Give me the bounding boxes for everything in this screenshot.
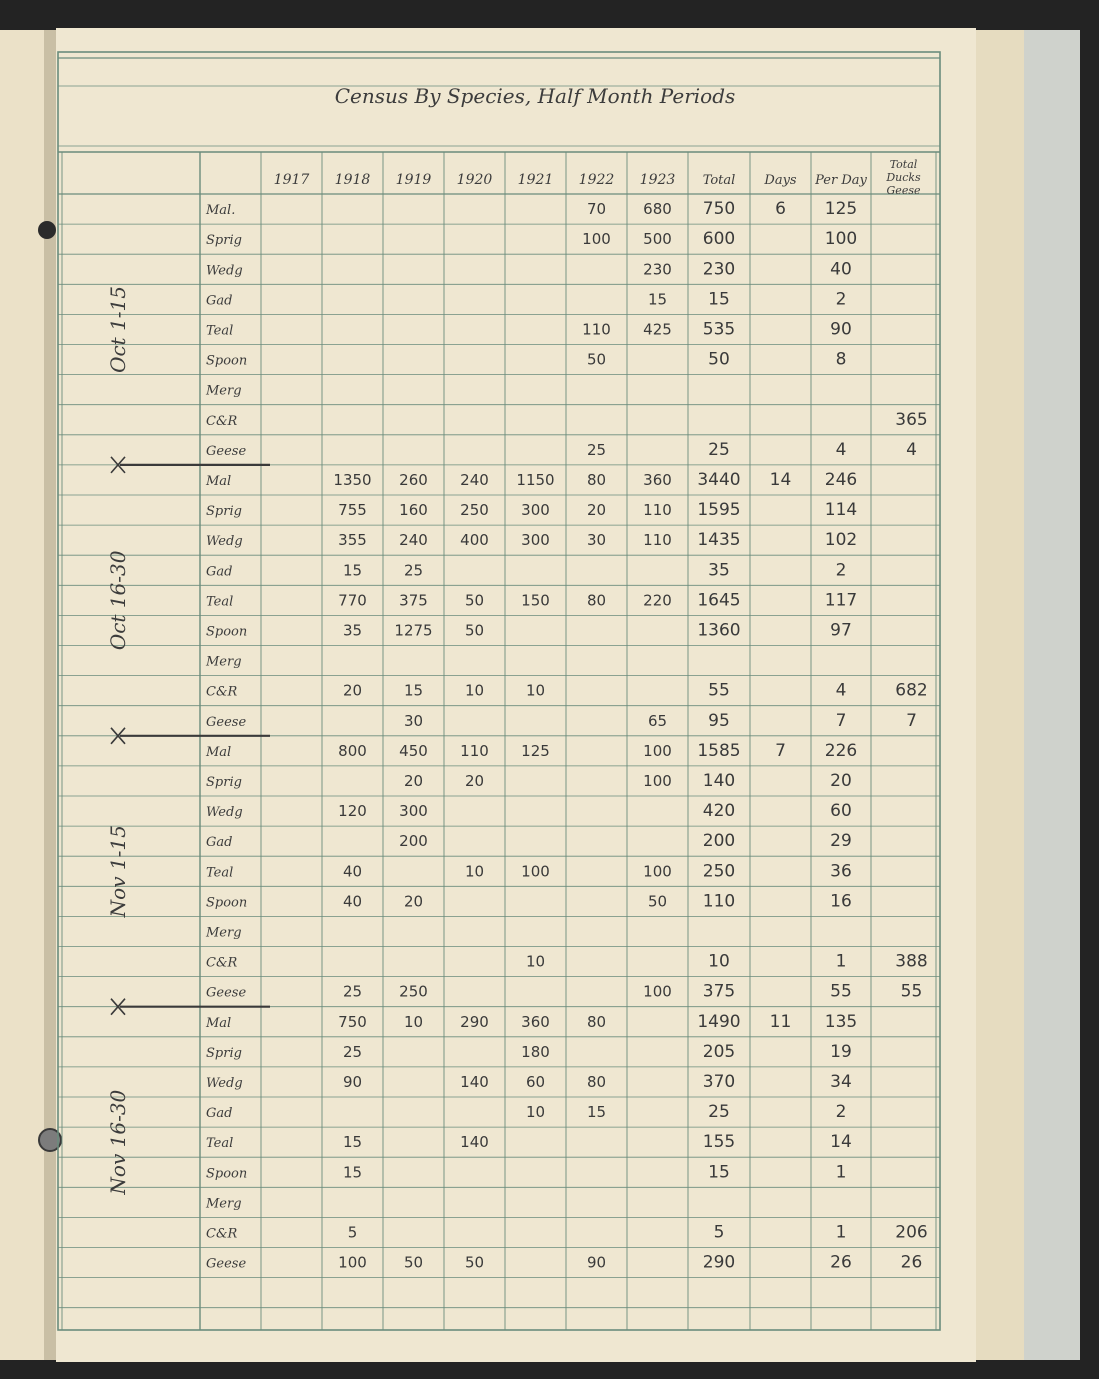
table-cell-value: 65 — [647, 711, 668, 730]
column-header: Total — [889, 158, 918, 171]
table-cell-value: 15 — [586, 1103, 607, 1122]
table-cell-value: 250 — [702, 861, 736, 882]
column-header: 1923 — [639, 172, 676, 188]
table-cell-value: 90 — [586, 1253, 607, 1272]
table-cell-value: 1275 — [394, 621, 433, 640]
page-stack-edge — [1020, 30, 1080, 1360]
table-cell-value: 1 — [835, 1222, 847, 1243]
table-cell-value: 750 — [702, 199, 736, 220]
table-cell-value: 1435 — [697, 530, 741, 551]
table-cell-value: 8 — [835, 349, 847, 370]
table-cell-value: 240 — [399, 531, 428, 550]
table-cell-value: 300 — [521, 501, 550, 520]
table-cell-value: 80 — [586, 591, 607, 610]
species-label: Geese — [206, 1256, 247, 1272]
species-label: Wedg — [206, 263, 243, 279]
table-cell-value: 1350 — [333, 470, 372, 489]
table-cell-value: 100 — [824, 229, 858, 250]
table-cell-value: 26 — [900, 1252, 923, 1273]
table-cell-value: 250 — [460, 501, 489, 520]
table-cell-value: 370 — [702, 1071, 736, 1092]
species-label: Gad — [206, 564, 233, 580]
page-stack-inner — [968, 30, 1024, 1360]
species-label: Wedg — [206, 534, 243, 550]
table-cell-value: 425 — [643, 320, 672, 339]
table-cell-value: 200 — [399, 832, 428, 851]
period-label: Nov 16-30 — [106, 1089, 130, 1195]
table-cell-value: 30 — [403, 711, 424, 730]
table-cell-value: 6 — [775, 199, 786, 220]
table-cell-value: 70 — [586, 200, 607, 219]
table-cell-value: 5 — [347, 1223, 358, 1242]
table-cell-value: 1585 — [697, 740, 741, 761]
table-cell-value: 800 — [338, 741, 367, 760]
table-cell-value: 90 — [830, 319, 852, 340]
table-cell-value: 15 — [708, 1162, 730, 1183]
table-cell-value: 25 — [708, 439, 730, 460]
table-cell-value: 100 — [643, 862, 672, 881]
table-cell-value: 230 — [702, 259, 736, 280]
table-cell-value: 120 — [338, 802, 367, 821]
species-label: Geese — [206, 714, 247, 730]
table-cell-value: 11 — [769, 1011, 792, 1032]
column-header: 1922 — [578, 172, 615, 188]
species-label: Merg — [206, 654, 242, 670]
species-label: Teal — [206, 323, 234, 339]
species-label: Merg — [206, 383, 242, 399]
species-label: Teal — [206, 594, 234, 610]
table-cell-value: 4 — [906, 439, 917, 460]
table-cell-value: 240 — [460, 470, 489, 489]
table-cell-value: 1150 — [516, 470, 555, 489]
table-cell-value: 7 — [775, 740, 786, 761]
table-cell-value: 20 — [586, 501, 607, 520]
table-cell-value: 100 — [582, 230, 611, 249]
table-cell-value: 110 — [460, 741, 489, 760]
table-cell-value: 10 — [708, 951, 730, 972]
table-cell-value: 102 — [824, 530, 858, 551]
table-cell-value: 300 — [399, 802, 428, 821]
page-title: Census By Species, Half Month Periods — [334, 84, 736, 108]
table-cell-value: 7 — [835, 710, 847, 731]
table-cell-value: 20 — [464, 771, 485, 790]
table-cell-value: 15 — [403, 681, 424, 700]
table-cell-value: 100 — [338, 1253, 367, 1272]
table-cell-value: 30 — [586, 531, 607, 550]
table-cell-value: 25 — [403, 561, 424, 580]
table-cell-value: 95 — [708, 710, 730, 731]
table-cell-value: 16 — [830, 891, 852, 912]
period-label: Oct 16-30 — [106, 550, 130, 651]
table-cell-value: 682 — [895, 680, 928, 701]
table-cell-value: 755 — [338, 501, 367, 520]
table-cell-value: 2 — [835, 289, 847, 310]
table-cell-value: 36 — [830, 861, 852, 882]
table-cell-value: 2 — [835, 1102, 847, 1123]
table-cell-value: 14 — [830, 1132, 852, 1153]
species-label: Merg — [206, 925, 242, 941]
species-label: Merg — [206, 1196, 242, 1212]
species-label: Teal — [206, 865, 234, 881]
table-cell-value: 26 — [830, 1252, 852, 1273]
table-cell-value: 114 — [824, 500, 858, 521]
table-cell-value: 140 — [460, 1133, 489, 1152]
table-cell-value: 2 — [835, 560, 847, 581]
table-cell-value: 226 — [824, 740, 858, 761]
table-cell-value: 100 — [521, 862, 550, 881]
species-label: Gad — [206, 835, 233, 851]
table-cell-value: 40 — [342, 862, 363, 881]
table-cell-value: 50 — [403, 1253, 424, 1272]
table-cell-value: 14 — [769, 469, 792, 490]
table-cell-value: 50 — [464, 1253, 485, 1272]
table-cell-value: 50 — [708, 349, 730, 370]
table-cell-value: 375 — [399, 591, 428, 610]
column-header: 1920 — [456, 172, 493, 188]
species-label: Gad — [206, 1106, 233, 1122]
species-label: Sprig — [206, 1045, 242, 1061]
table-cell-value: 5 — [713, 1222, 725, 1243]
table-cell-value: 160 — [399, 501, 428, 520]
table-cell-value: 500 — [643, 230, 672, 249]
table-cell-value: 110 — [643, 531, 672, 550]
table-cell-value: 60 — [525, 1072, 546, 1091]
table-cell-value: 4 — [835, 439, 847, 460]
table-cell-value: 3440 — [697, 469, 741, 490]
species-label: Wedg — [206, 805, 243, 821]
species-label: C&R — [206, 684, 238, 700]
table-cell-value: 117 — [824, 590, 858, 611]
species-label: Sprig — [206, 233, 242, 249]
species-label: Gad — [206, 293, 233, 309]
table-cell-value: 15 — [342, 1133, 363, 1152]
species-label: Spoon — [206, 1166, 248, 1182]
column-header: Per Day — [815, 173, 867, 188]
period-label: Nov 1-15 — [106, 825, 130, 918]
table-cell-value: 20 — [403, 771, 424, 790]
species-label: C&R — [206, 413, 238, 429]
table-cell-value: 15 — [342, 1163, 363, 1182]
table-cell-value: 250 — [399, 982, 428, 1001]
table-cell-value: 97 — [830, 620, 852, 641]
table-cell-value: 15 — [647, 290, 668, 309]
table-cell-value: 40 — [830, 259, 852, 280]
species-label: Sprig — [206, 504, 242, 520]
species-label: Mal — [206, 744, 232, 760]
species-label: Geese — [206, 443, 247, 459]
column-header: Ducks — [886, 171, 921, 184]
table-cell-value: 450 — [399, 741, 428, 760]
species-label: Mal — [206, 473, 232, 489]
table-cell-value: 140 — [702, 770, 736, 791]
table-cell-value: 388 — [895, 951, 928, 972]
column-header: Days — [764, 173, 797, 188]
table-cell-value: 20 — [830, 770, 852, 791]
table-cell-value: 220 — [643, 591, 672, 610]
table-cell-value: 55 — [830, 981, 852, 1002]
table-cell-value: 1645 — [697, 590, 741, 611]
species-label: Geese — [206, 985, 247, 1001]
table-cell-value: 80 — [586, 470, 607, 489]
table-cell-value: 400 — [460, 531, 489, 550]
column-header: 1921 — [517, 172, 554, 188]
table-cell-value: 140 — [460, 1072, 489, 1091]
table-cell-value: 535 — [702, 319, 736, 340]
table-cell-value: 25 — [342, 982, 363, 1001]
table-cell-value: 50 — [464, 591, 485, 610]
table-cell-value: 200 — [702, 831, 736, 852]
table-cell-value: 15 — [342, 561, 363, 580]
table-cell-value: 246 — [824, 469, 858, 490]
table-cell-value: 100 — [643, 741, 672, 760]
table-cell-value: 15 — [708, 289, 730, 310]
table-cell-value: 50 — [464, 621, 485, 640]
table-cell-value: 10 — [403, 1012, 424, 1031]
table-cell-value: 7 — [906, 710, 917, 731]
table-cell-value: 110 — [582, 320, 611, 339]
table-cell-value: 50 — [647, 892, 668, 911]
table-cell-value: 10 — [464, 681, 485, 700]
species-label: Sprig — [206, 774, 242, 790]
table-cell-value: 375 — [702, 981, 736, 1002]
table-cell-value: 300 — [521, 531, 550, 550]
species-label: Mal. — [206, 203, 236, 219]
table-cell-value: 1 — [835, 1162, 847, 1183]
table-cell-value: 1 — [835, 951, 847, 972]
species-label: Mal — [206, 1015, 232, 1031]
table-cell-value: 25 — [586, 440, 607, 459]
table-cell-value: 135 — [824, 1011, 858, 1032]
table-cell-value: 290 — [460, 1012, 489, 1031]
table-cell-value: 35 — [708, 560, 730, 581]
column-header: Total — [702, 173, 736, 188]
table-cell-value: 230 — [643, 260, 672, 279]
table-cell-value: 150 — [521, 591, 550, 610]
table-cell-value: 10 — [464, 862, 485, 881]
table-cell-value: 10 — [525, 1103, 546, 1122]
table-cell-value: 206 — [895, 1222, 928, 1243]
table-cell-value: 1490 — [697, 1011, 741, 1032]
table-cell-value: 750 — [338, 1012, 367, 1031]
period-label: Oct 1-15 — [106, 285, 130, 373]
table-cell-value: 110 — [643, 501, 672, 520]
table-cell-value: 1595 — [697, 500, 741, 521]
table-cell-value: 90 — [342, 1072, 363, 1091]
table-cell-value: 1360 — [697, 620, 741, 641]
table-cell-value: 20 — [342, 681, 363, 700]
species-label: Teal — [206, 1136, 234, 1152]
table-cell-value: 360 — [521, 1012, 550, 1031]
species-label: Spoon — [206, 353, 248, 369]
table-cell-value: 600 — [702, 229, 736, 250]
species-label: C&R — [206, 955, 238, 971]
species-label: Spoon — [206, 624, 248, 640]
table-cell-value: 680 — [643, 200, 672, 219]
table-cell-value: 55 — [900, 981, 923, 1002]
species-label: Spoon — [206, 895, 248, 911]
table-cell-value: 55 — [708, 680, 730, 701]
table-cell-value: 360 — [643, 470, 672, 489]
table-cell-value: 40 — [342, 892, 363, 911]
table-cell-value: 20 — [403, 892, 424, 911]
table-cell-value: 205 — [702, 1041, 736, 1062]
table-cell-value: 60 — [830, 801, 852, 822]
table-cell-value: 25 — [708, 1102, 730, 1123]
table-cell-value: 155 — [702, 1132, 736, 1153]
species-label: C&R — [206, 1226, 238, 1242]
table-cell-value: 365 — [895, 409, 928, 430]
table-cell-value: 180 — [521, 1042, 550, 1061]
table-cell-value: 355 — [338, 531, 367, 550]
column-header: 1918 — [334, 172, 371, 188]
column-header: Geese — [886, 184, 921, 197]
table-cell-value: 125 — [824, 199, 858, 220]
table-cell-value: 10 — [525, 681, 546, 700]
binder-hole-icon — [38, 221, 56, 239]
table-cell-value: 290 — [702, 1252, 736, 1273]
table-cell-value: 125 — [521, 741, 550, 760]
table-cell-value: 260 — [399, 470, 428, 489]
table-cell-value: 80 — [586, 1012, 607, 1031]
table-cell-value: 10 — [525, 952, 546, 971]
column-header: 1919 — [395, 172, 432, 188]
table-cell-value: 29 — [830, 831, 852, 852]
table-cell-value: 4 — [835, 680, 847, 701]
column-header: 1917 — [273, 172, 310, 188]
table-cell-value: 25 — [342, 1042, 363, 1061]
species-label: Wedg — [206, 1075, 243, 1091]
table-cell-value: 50 — [586, 350, 607, 369]
table-cell-value: 19 — [830, 1041, 852, 1062]
table-cell-value: 110 — [702, 891, 736, 912]
table-cell-value: 100 — [643, 771, 672, 790]
table-cell-value: 770 — [338, 591, 367, 610]
table-cell-value: 34 — [830, 1071, 852, 1092]
table-cell-value: 80 — [586, 1072, 607, 1091]
table-cell-value: 35 — [342, 621, 363, 640]
table-cell-value: 100 — [643, 982, 672, 1001]
table-cell-value: 420 — [702, 801, 736, 822]
